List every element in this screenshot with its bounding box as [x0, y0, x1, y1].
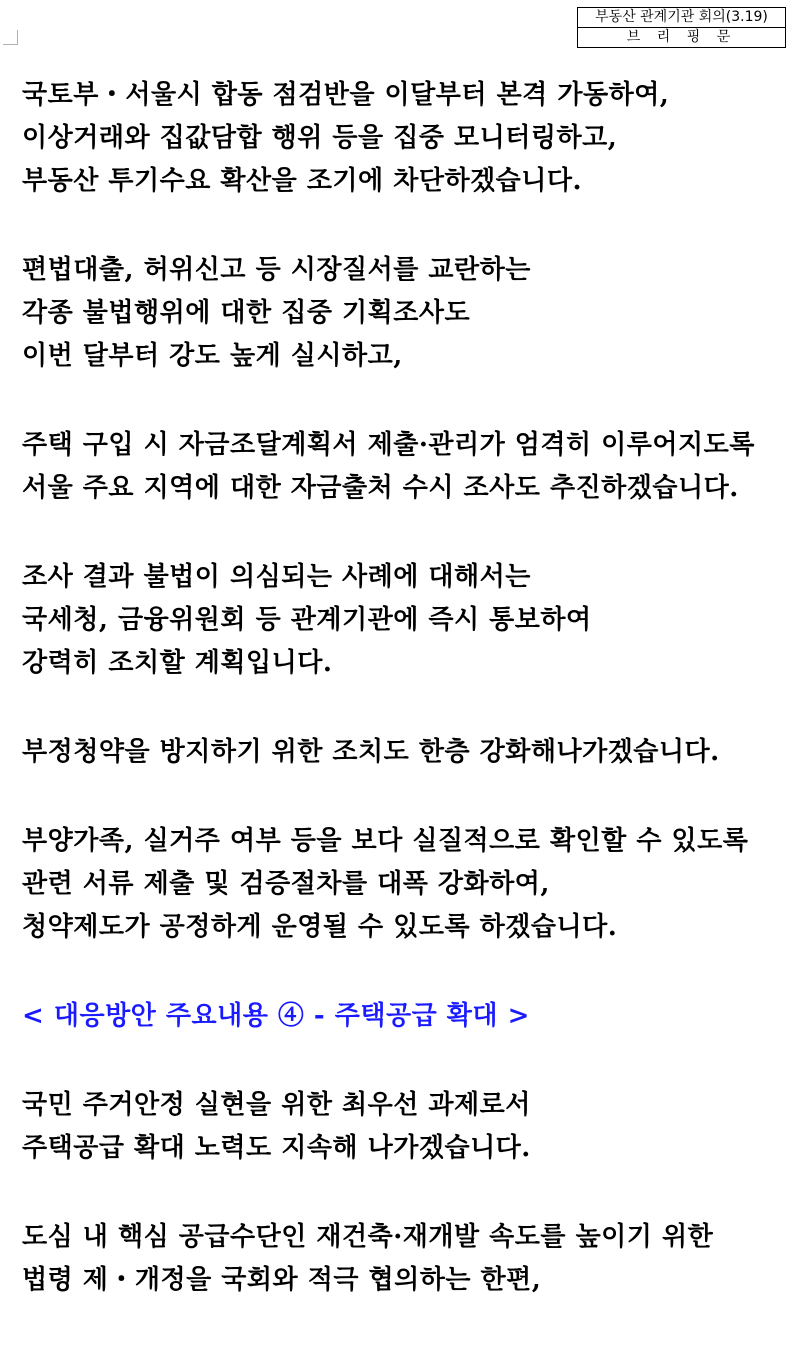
text-line: 강력히 조치할 계획입니다. — [22, 648, 333, 678]
paragraph-redevelopment — [22, 1216, 792, 1302]
text-line: 국토부・서울시 합동 점검반을 이달부터 본격 가동하여, — [22, 80, 670, 110]
text-line: 주택 구입 시 자금조달계획서 제출·관리가 엄격히 이루어지도록 — [22, 430, 755, 460]
paragraph-supply-priority — [22, 1084, 792, 1170]
text-line: 부양가족, 실거주 여부 등을 보다 실질적으로 확인할 수 있도록 — [22, 826, 749, 856]
text-line: 서울 주요 지역에 대한 자금출처 수시 조사도 추진하겠습니다. — [22, 473, 739, 503]
document-type-label: 브 리 핑 문 — [578, 27, 785, 47]
text-line: 청약제도가 공정하게 운영될 수 있도록 하겠습니다. — [22, 912, 618, 942]
text-line: 국세청, 금융위원회 등 관계기관에 즉시 통보하여 — [22, 605, 592, 635]
section-heading-text: < 대응방안 주요내용 ④ - 주택공급 확대 > — [22, 1001, 530, 1031]
text-line: 부동산 투기수요 확산을 조기에 차단하겠습니다. — [22, 166, 583, 196]
document-header-box — [577, 7, 786, 48]
text-line: 법령 제・개정을 국회와 적극 협의하는 한편, — [22, 1265, 542, 1295]
paragraph-verification — [22, 820, 792, 949]
paragraph-planned-investigation — [22, 249, 792, 378]
page-corner-mark — [3, 30, 18, 45]
briefing-body — [22, 74, 792, 1348]
paragraph-subscription-fraud — [22, 731, 792, 774]
text-line: 부정청약을 방지하기 위한 조치도 한층 강화해나가겠습니다. — [22, 737, 720, 767]
text-line: 각종 불법행위에 대한 집중 기획조사도 — [22, 298, 471, 328]
section-heading-housing-supply — [22, 995, 792, 1038]
text-line: 국민 주거안정 실현을 위한 최우선 과제로서 — [22, 1090, 531, 1120]
text-line: 관련 서류 제출 및 검증절차를 대폭 강화하여, — [22, 869, 550, 899]
paragraph-funding-source-check — [22, 424, 792, 510]
paragraph-joint-inspection — [22, 74, 792, 203]
text-line: 이번 달부터 강도 높게 실시하고, — [22, 341, 403, 371]
text-line: 조사 결과 불법이 의심되는 사례에 대해서는 — [22, 562, 531, 592]
text-line: 주택공급 확대 노력도 지속해 나가겠습니다. — [22, 1133, 531, 1163]
text-line: 편법대출, 허위신고 등 시장질서를 교란하는 — [22, 255, 531, 285]
text-line: 이상거래와 집값담합 행위 등을 집중 모니터링하고, — [22, 123, 618, 153]
text-line: 도심 내 핵심 공급수단인 재건축·재개발 속도를 높이기 위한 — [22, 1222, 714, 1252]
meeting-title: 부동산 관계기관 회의(3.19) — [595, 9, 768, 25]
paragraph-agency-notification — [22, 556, 792, 685]
